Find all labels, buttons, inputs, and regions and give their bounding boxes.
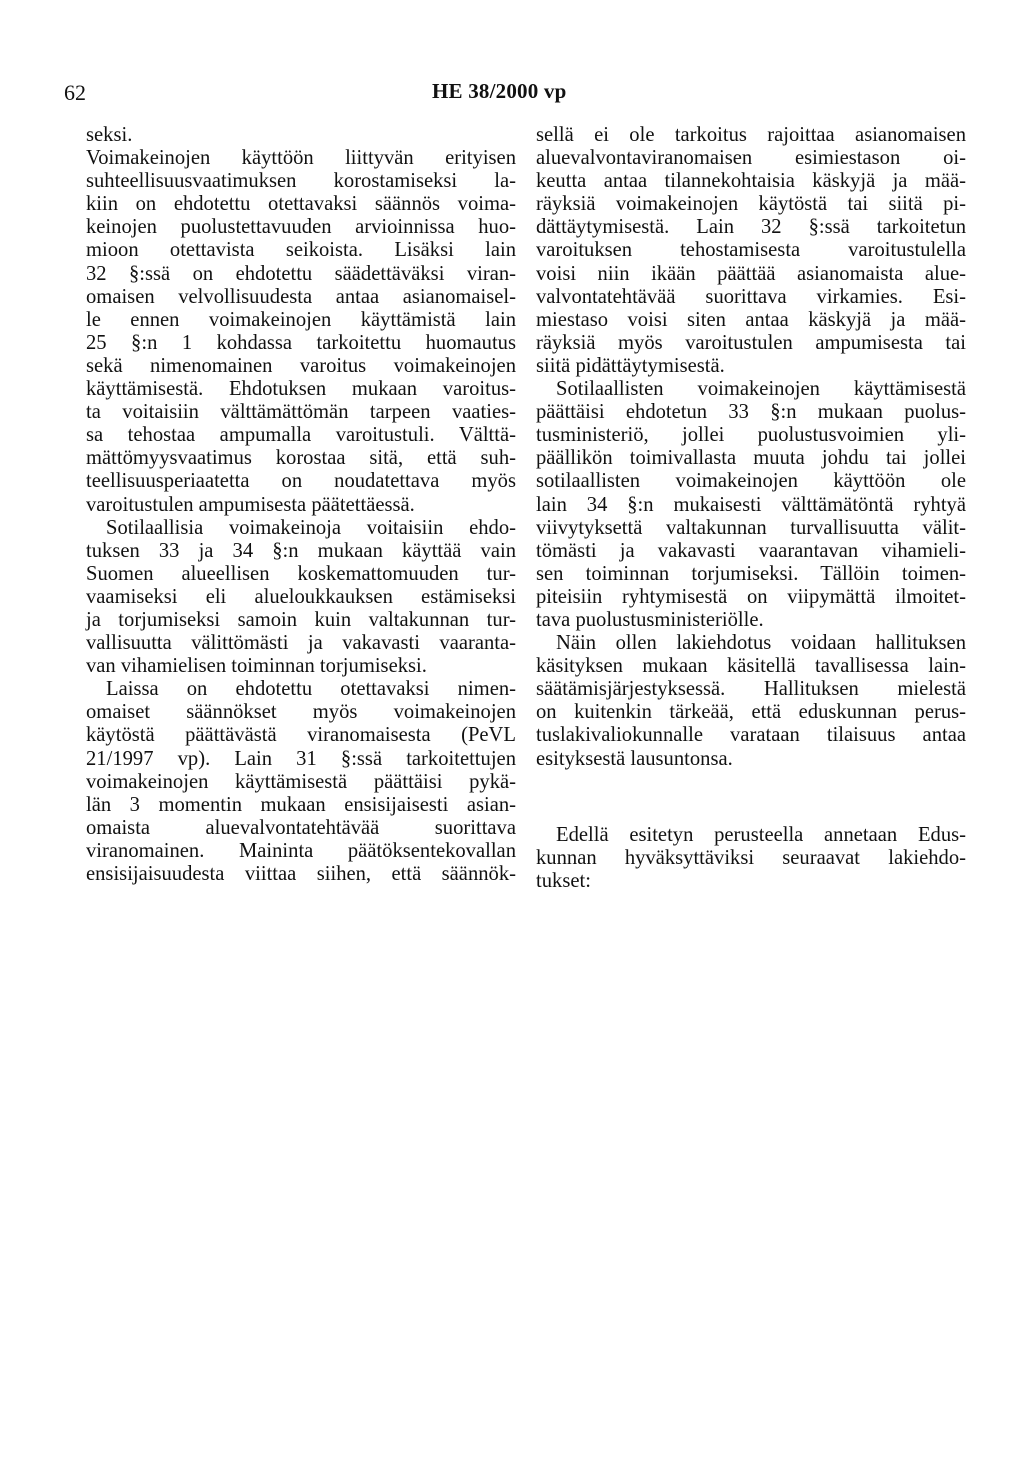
text-line: suhteellisuusvaatimuksen korostamiseksi la- xyxy=(86,170,516,193)
text-line: keutta antaa tilannekohtaisia käskyjä ja mää- xyxy=(536,170,966,193)
text-line: teellisuusperiaatetta on noudatettava myös xyxy=(86,470,516,493)
text-line: mättömyysvaatimus korostaa sitä, että suh- xyxy=(86,447,516,470)
text-line: säätämisjärjestyksessä. Hallituksen mielestä xyxy=(536,678,966,701)
text-line: miestaso voisi siten antaa käskyjä ja mää- xyxy=(536,308,966,331)
text-line: tuksen 33 ja 34 §:n mukaan käyttää vain xyxy=(86,539,516,562)
text-line: sellä ei ole tarkoitus rajoittaa asianomaisen xyxy=(536,124,966,146)
text-line: siitä pidättäytymisestä. xyxy=(536,354,725,377)
text-line: Suomen alueellisen koskemattomuuden tur- xyxy=(86,562,516,585)
text-line: 21/1997 vp). Lain 31 §:ssä tarkoitettujen xyxy=(86,747,516,770)
text-line: 32 §:ssä on ehdotettu säädettäväksi viran- xyxy=(86,262,516,285)
text-line: on kuitenkin tärkeää, että eduskunnan perus- xyxy=(536,701,966,724)
right-column-main-text xyxy=(536,124,966,771)
text-line: län 3 momentin mukaan ensisijaisesti asian- xyxy=(86,793,516,816)
text-line: voisi niin ikään päättää asianomaista alue- xyxy=(536,262,966,285)
text-line: mioon otettavista seikoista. Lisäksi lain xyxy=(86,239,516,262)
text-line: 25 §:n 1 kohdassa tarkoitettu huomautus xyxy=(86,331,516,354)
text-line: aluevalvontaviranomaisen esimiestason oi- xyxy=(536,147,966,170)
text-line: van vihamielisen toiminnan torjumiseksi. xyxy=(86,655,427,678)
running-head: HE 38/2000 vp xyxy=(432,79,567,103)
text-line: sen toiminnan torjumiseksi. Tällöin toimen- xyxy=(536,562,966,585)
text-line: sekä nimenomainen varoitus voimakeinojen xyxy=(86,354,516,377)
text-line: viranomainen. Maininta päätöksentekovallan xyxy=(86,839,516,862)
text-line: keinojen puolustettavuuden arvioinnissa huo- xyxy=(86,216,516,239)
text-line: ensisijaisuudesta viittaa siihen, että säännök- xyxy=(86,863,516,885)
text-line: valvontatehtävää suorittava virkamies. Esi- xyxy=(536,285,966,308)
text-line: ta voitaisiin välttämättömän tarpeen vaaties- xyxy=(86,401,516,424)
text-line: Sotilaallisten voimakeinojen käyttämisestä xyxy=(556,378,966,401)
right-column-closing-text xyxy=(536,824,966,893)
text-line: päällikön toimivallasta muuta johdu tai jollei xyxy=(536,447,966,470)
text-line: varoituksen tehostamisesta varoitustulella xyxy=(536,239,966,262)
text-line: vaamiseksi eli alueloukkauksen estämiseksi xyxy=(86,585,516,608)
text-line: le ennen voimakeinojen käyttämistä lain xyxy=(86,308,516,331)
text-line: viivytyksettä valtakunnan turvallisuutta välit- xyxy=(536,516,966,539)
text-line: Näin ollen lakiehdotus voidaan hallituksen xyxy=(556,632,966,655)
text-line: tukset: xyxy=(536,869,591,892)
text-line: räyksiä myös varoitustulen ampumisesta tai xyxy=(536,331,966,354)
text-line: lain 34 §:n mukaisesti välttämätöntä ryhtyä xyxy=(536,493,966,516)
left-column xyxy=(86,124,516,886)
right-column xyxy=(536,124,966,893)
text-line: tusministeriö, jollei puolustusvoimien yli- xyxy=(536,424,966,447)
text-line: käyttämisestä. Ehdotuksen mukaan varoitus- xyxy=(86,378,516,401)
text-line: käytöstä päättävästä viranomaisesta (PeVL xyxy=(86,724,516,747)
paragraph-gap xyxy=(536,771,966,824)
text-line: tömästi ja vakavasti vaarantavan vihamieli- xyxy=(536,539,966,562)
text-line: omaista aluevalvontatehtävää suorittava xyxy=(86,816,516,839)
text-line: tuslakivaliokunnalle varataan tilaisuus antaa xyxy=(536,724,966,747)
text-line: omaisen velvollisuudesta antaa asianomaisel- xyxy=(86,285,516,308)
text-line: Voimakeinojen käyttöön liittyvän erityisen xyxy=(86,147,516,170)
page-number: 62 xyxy=(64,80,86,105)
text-line: käsityksen mukaan käsitellä tavallisessa lain- xyxy=(536,655,966,678)
text-line: piteisiin ryhtymisestä on viipymättä ilmoitet- xyxy=(536,585,966,608)
text-line: ja torjumiseksi samoin kuin valtakunnan tur- xyxy=(86,608,516,631)
text-line: päättäisi ehdotetun 33 §:n mukaan puolus- xyxy=(536,401,966,424)
text-line: Sotilaallisia voimakeinoja voitaisiin ehdo- xyxy=(106,516,516,539)
text-line: varoitustulen ampumisesta päätettäessä. xyxy=(86,493,415,516)
text-line: seksi. xyxy=(86,124,133,146)
text-line: sotilaallisten voimakeinojen käyttöön ole xyxy=(536,470,966,493)
text-line: Laissa on ehdotettu otettavaksi nimen- xyxy=(106,678,516,701)
text-line: sa tehostaa ampumalla varoitustuli. Välttä- xyxy=(86,424,516,447)
text-line: kunnan hyväksyttäviksi seuraavat lakiehdo- xyxy=(536,846,966,869)
text-line: tava puolustusministeriölle. xyxy=(536,608,764,631)
text-line: Edellä esitetyn perusteella annetaan Edus- xyxy=(556,823,966,846)
text-line: kiin on ehdotettu otettavaksi säännös voima- xyxy=(86,193,516,216)
text-line: omaiset säännökset myös voimakeinojen xyxy=(86,701,516,724)
text-line: dättäytymisestä. Lain 32 §:ssä tarkoitetun xyxy=(536,216,966,239)
text-line: esityksestä lausuntonsa. xyxy=(536,747,733,770)
text-line: vallisuutta välittömästi ja vakavasti vaaranta- xyxy=(86,632,516,655)
text-line: räyksiä voimakeinojen käytöstä tai siitä pi- xyxy=(536,193,966,216)
text-line: voimakeinojen käyttämisestä päättäisi pykä- xyxy=(86,770,516,793)
